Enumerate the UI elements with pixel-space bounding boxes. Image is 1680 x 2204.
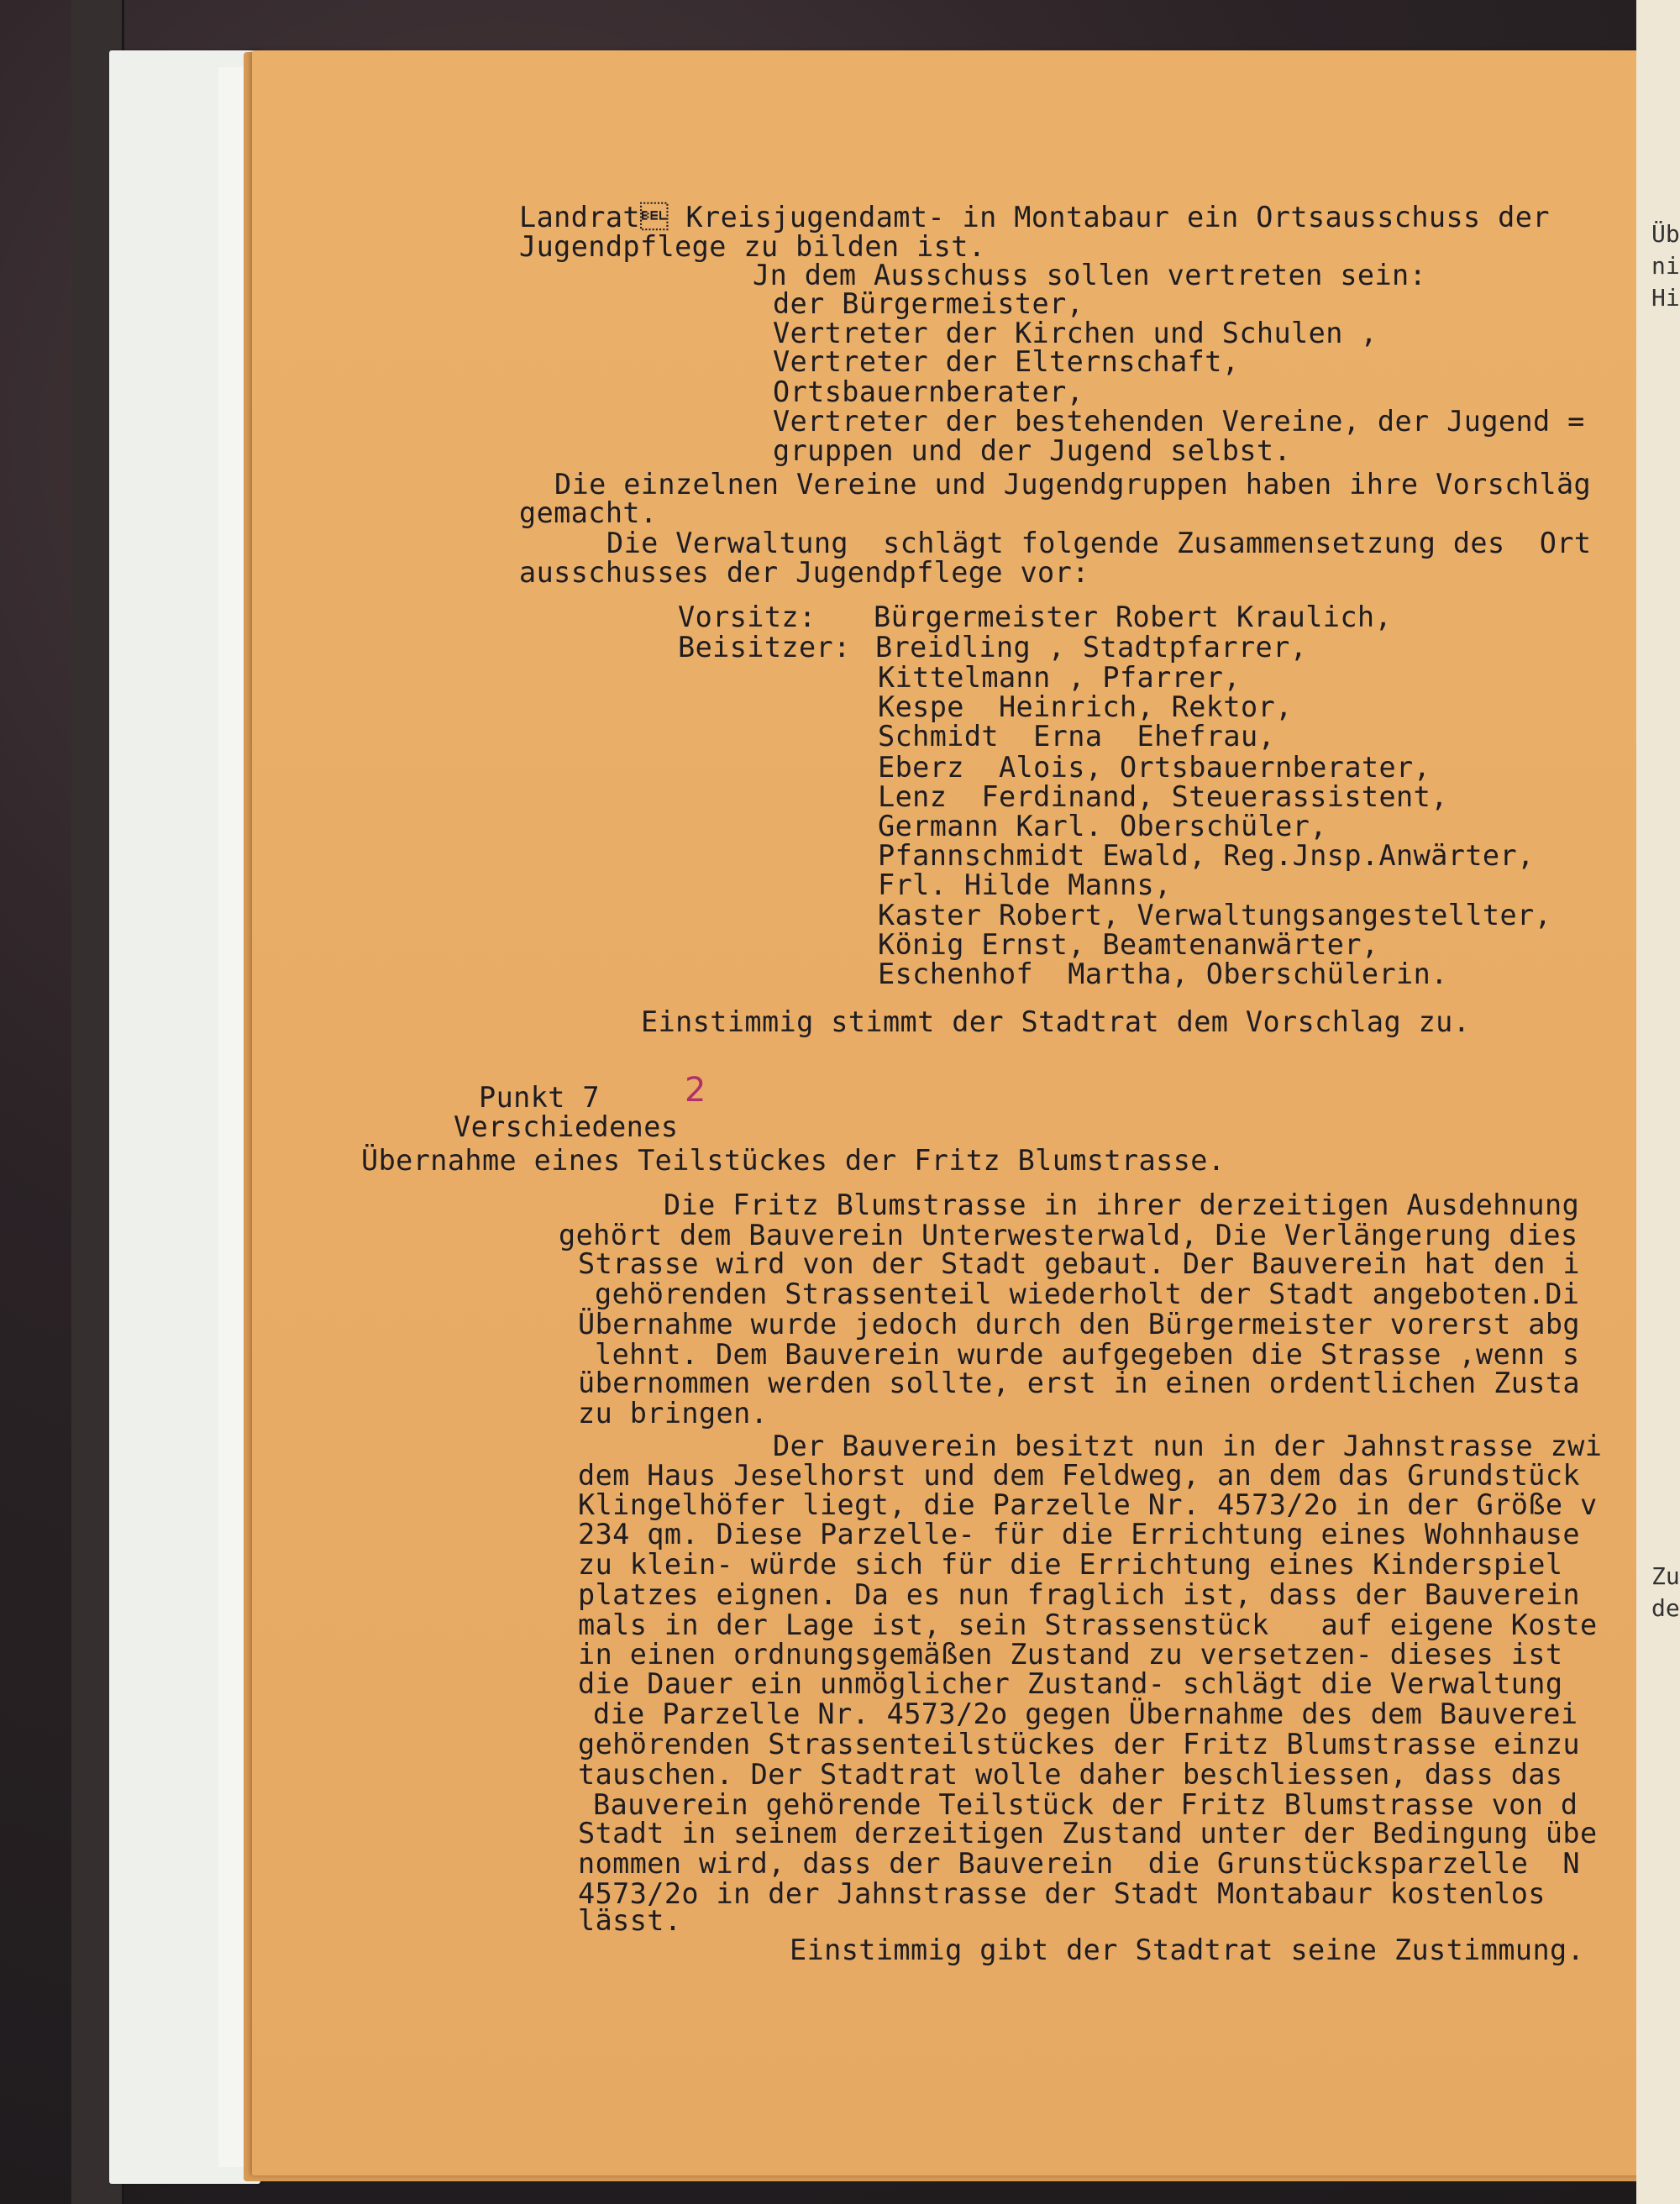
intro-list-item: Vertreter der bestehenden Vereine, der Jugend = (773, 405, 1585, 438)
facing-page-fragment: Hi (1651, 284, 1680, 312)
facing-page-fragment: Zu (1651, 1562, 1680, 1590)
intro-line: gemacht. (519, 496, 658, 529)
facing-page-fragment: Üb (1651, 220, 1680, 248)
body-line: 4573/2o in der Jahnstrasse der Stadt Montabaur kostenlos (578, 1877, 1546, 1910)
body-line: Bauverein gehörende Teilstück der Fritz Blumstrasse von d (593, 1788, 1578, 1821)
intro-list-item: Vertreter der Kirchen und Schulen , (773, 317, 1378, 349)
member-entry: Kittelmann , Pfarrer, (878, 661, 1241, 694)
body-line: Die Fritz Blumstrasse in ihrer derzeitigen Ausdehnung (664, 1189, 1580, 1221)
member-entry: Frl. Hilde Manns, (878, 868, 1172, 901)
member-entry: Schmidt Erna Ehefrau, (878, 720, 1276, 753)
member-entry: Pfannschmidt Ewald, Reg.Jnsp.Anwärter, (878, 839, 1535, 872)
body-line: lässt. (578, 1904, 682, 1937)
body-line: Stadt in seinem derzeitigen Zustand unter der Bedingung übe (578, 1817, 1598, 1850)
body-line: nommen wird, dass der Bauverein die Grunstücksparzelle N (578, 1847, 1580, 1880)
intro-list-item: gruppen und der Jugend selbst. (773, 434, 1292, 467)
body-line: Strasse wird von der Stadt gebaut. Der Bauverein hat den i (578, 1247, 1580, 1280)
handwritten-number: 2 (685, 1071, 706, 1110)
intro-list-item: Vertreter der Elternschaft, (773, 345, 1240, 378)
body-line: zu klein- würde sich für die Errichtung eines Kinderspiel (578, 1548, 1563, 1581)
member-entry: Breidling , Stadtpfarrer, (875, 631, 1308, 664)
body-line: in einen ordnungsgemäßen Zustand zu versetzen- dieses ist (578, 1638, 1563, 1671)
body-line: zu bringen. (578, 1397, 769, 1430)
members-label: Beisitzer: (678, 631, 851, 664)
punkt-subtitle: Übernahme eines Teilstückes der Fritz Blumstrasse. (361, 1144, 1226, 1177)
chair-name: Bürgermeister Robert Kraulich, (874, 601, 1393, 633)
body-line: dem Haus Jeselhorst und dem Feldweg, an dem das Grundstück (578, 1459, 1580, 1492)
member-entry: Lenz Ferdinand, Steuerassistent, (878, 780, 1448, 813)
body-line: die Dauer ein unmöglicher Zustand- schlägt die Verwaltung (578, 1667, 1563, 1700)
body-line: übernommen werden sollte, erst in einen ordentlichen Zusta (578, 1367, 1580, 1399)
member-entry: Eschenhof Martha, Oberschülerin. (878, 958, 1448, 990)
intro-line: Jugendpflege zu bilden ist. (519, 230, 986, 263)
body-line: die Parzelle Nr. 4573/2o gegen Übernahme des dem Bauverei (593, 1698, 1578, 1730)
body-line: gehörenden Strassenteilstückes der Fritz Blumstrasse einzu (578, 1728, 1580, 1761)
body-line: Klingelhöfer liegt, die Parzelle Nr. 4573/2o in der Größe v (578, 1488, 1598, 1521)
intro-line: Die einzelnen Vereine und Jugendgruppen haben ihre Vorschläg (554, 468, 1592, 501)
intro-line: Landrat Kreisjugendamt- in Montabaur ein Ortsausschuss der (519, 201, 1550, 234)
member-entry: Eberz Alois, Ortsbauernberater, (878, 751, 1431, 784)
member-entry: Kespe Heinrich, Rektor, (878, 690, 1293, 723)
intro-line: Die Verwaltung schlägt folgende Zusammensetzung des Ort (606, 527, 1592, 559)
punkt-title: Verschiedenes (454, 1110, 679, 1143)
member-entry: König Ernst, Beamtenanwärter, (878, 928, 1379, 961)
punkt-label: Punkt 7 (479, 1081, 600, 1114)
body-line: tauschen. Der Stadtrat wolle daher beschliessen, dass das (578, 1758, 1563, 1791)
chair-label: Vorsitz: (678, 601, 816, 633)
member-entry: Germann Karl. Oberschüler, (878, 810, 1327, 842)
intro-line: ausschusses der Jugendpflege vor: (519, 556, 1089, 589)
intro-list-item: der Bürgermeister, (773, 287, 1084, 320)
body-line: gehörenden Strassenteil wiederholt der Stadt angeboten.Di (595, 1278, 1580, 1310)
intro-list-item: Ortsbauernberater, (773, 375, 1084, 408)
body-line: Der Bauverein besitzt nun in der Jahnstrasse zwi (773, 1430, 1603, 1462)
decision-line: Einstimmig stimmt der Stadtrat dem Vorschlag zu. (641, 1005, 1471, 1038)
body-line: Übernahme wurde jedoch durch den Bürgermeister vorerst abg (578, 1308, 1580, 1341)
facing-page-fragment: de (1651, 1594, 1680, 1622)
body-line: 234 qm. Diese Parzelle- für die Errichtung eines Wohnhause (578, 1518, 1580, 1551)
facing-page-fragment: ni (1651, 252, 1680, 280)
member-entry: Kaster Robert, Verwaltungsangestellter, (878, 899, 1552, 931)
body-line: Einstimmig gibt der Stadtrat seine Zustimmung. (790, 1934, 1585, 1966)
body-line: mals in der Lage ist, sein Strassenstück auf eigene Koste (578, 1608, 1598, 1641)
intro-line: Jn dem Ausschuss sollen vertreten sein: (753, 259, 1427, 291)
body-line: gehört dem Bauverein Unterwesterwald, Die Verlängerung dies (559, 1219, 1578, 1252)
facing-page-edge (1636, 0, 1680, 2204)
body-line: platzes eignen. Da es nun fraglich ist, dass der Bauverein (578, 1578, 1580, 1611)
body-line: lehnt. Dem Bauverein wurde aufgegeben die Strasse ,wenn s (595, 1338, 1580, 1371)
